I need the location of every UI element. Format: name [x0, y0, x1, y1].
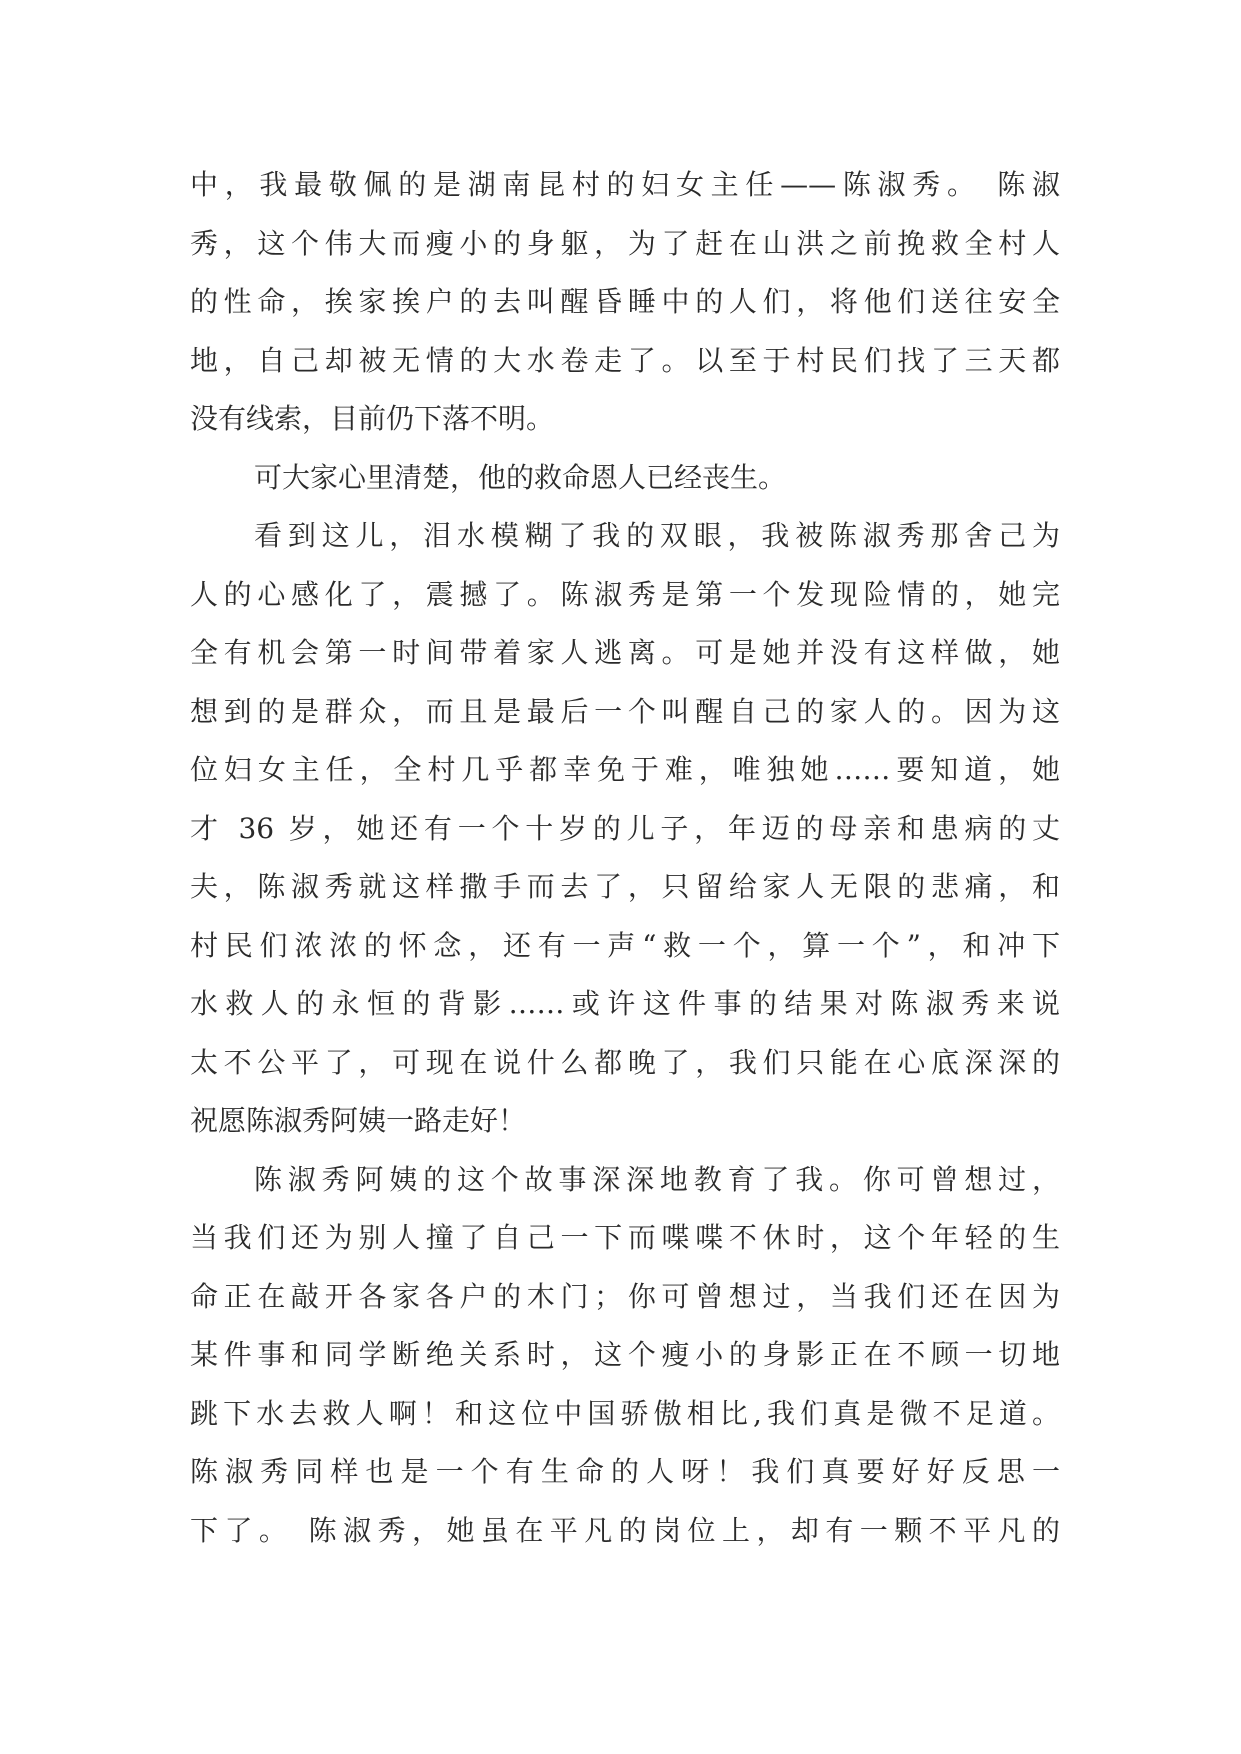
text-line: 看到这儿，泪水模糊了我的双眼，我被陈淑秀那舍己为 [254, 519, 1060, 552]
text-line: 地，自己却被无情的大水卷走了。以至于村民们找了三天都 [190, 343, 1060, 377]
text-line: 夫，陈淑秀就这样撒手而去了，只留给家人无限的悲痛，和 [190, 870, 1060, 903]
text-line: 人的心感化了，震撼了。陈淑秀是第一个发现险情的，她完 [190, 577, 1060, 611]
essay-text [190, 156, 1060, 1560]
text-line: 太不公平了，可现在说什么都晚了，我们只能在心底深深的 [190, 1045, 1060, 1079]
text-line: 才 36 岁，她还有一个十岁的儿子，年迈的母亲和患病的丈 [190, 811, 1060, 845]
text-line: 下了。 陈淑秀，她虽在平凡的岗位上，却有一颗不平凡的 [190, 1513, 1060, 1547]
text-line: 位妇女主任，全村几乎都幸免于难，唯独她……要知道，她 [190, 753, 1060, 786]
text-line: 当我们还为别人撞了自己一下而喋喋不休时，这个年轻的生 [190, 1221, 1060, 1254]
text-line: 陈淑秀阿姨的这个故事深深地教育了我。你可曾想过， [254, 1162, 1060, 1196]
text-line: 秀，这个伟大而瘦小的身躯，为了赶在山洪之前挽救全村人 [190, 226, 1060, 260]
text-line: 中，我最敬佩的是湖南昆村的妇女主任——陈淑秀。 陈淑 [190, 168, 1060, 201]
text-line: 命正在敲开各家各户的木门；你可曾想过，当我们还在因为 [190, 1279, 1060, 1313]
text-line: 某件事和同学断绝关系时，这个瘦小的身影正在不顾一切地 [190, 1338, 1060, 1371]
text-line: 村民们浓浓的怀念，还有一声“救一个，算一个”，和冲下 [190, 928, 1060, 962]
text-line: 跳下水去救人啊！和这位中国骄傲相比,我们真是微不足道。 [190, 1396, 1060, 1430]
text-line: 的性命，挨家挨户的去叫醒昏睡中的人们，将他们送往安全 [190, 285, 1060, 318]
text-line: 想到的是群众，而且是最后一个叫醒自己的家人的。因为这 [190, 694, 1060, 728]
text-line: 没有线索，目前仍下落不明。 [190, 402, 555, 435]
text-line: 祝愿陈淑秀阿姨一路走好！ [190, 1104, 527, 1137]
text-line: 可大家心里清楚，他的救命恩人已经丧生。 [254, 460, 787, 494]
text-line: 水救人的永恒的背影……或许这件事的结果对陈淑秀来说 [190, 987, 1060, 1020]
text-line: 陈淑秀同样也是一个有生命的人呀！我们真要好好反思一 [190, 1455, 1060, 1488]
text-line: 全有机会第一时间带着家人逃离。可是她并没有这样做，她 [190, 636, 1060, 669]
